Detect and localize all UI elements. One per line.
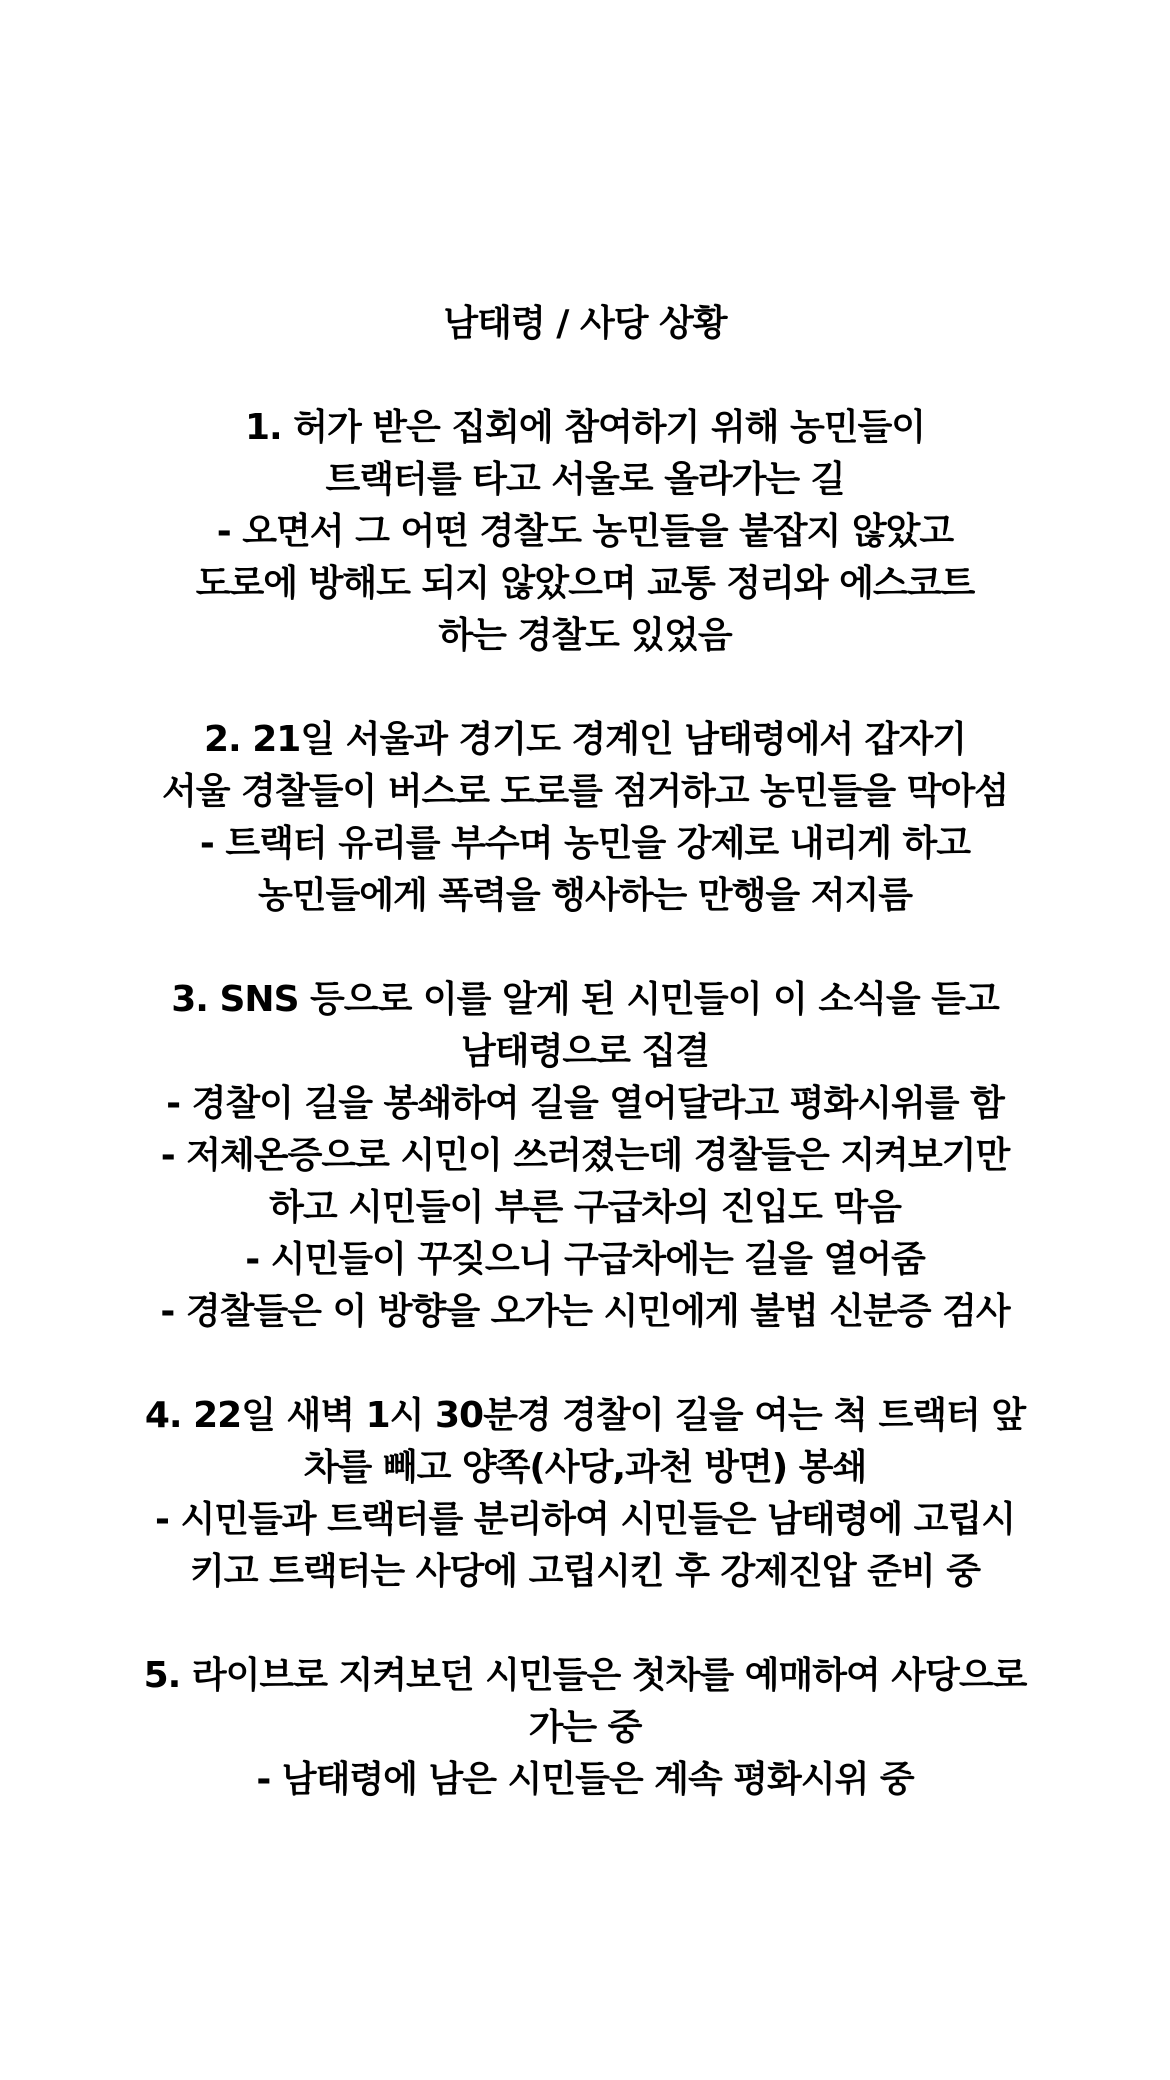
section-5: [0, 1650, 1170, 1806]
text-line: - 저체온증으로 시민이 쓰러졌는데 경찰들은 지켜보기만: [160, 1135, 1010, 1176]
text-line: 도로에 방해도 되지 않았으며 교통 정리와 에스코트: [195, 563, 975, 604]
text-line: 서울 경찰들이 버스로 도로를 점거하고 농민들을 막아섬: [161, 771, 1009, 812]
text-line: - 오면서 그 어떤 경찰도 농민들을 붙잡지 않았고: [216, 511, 954, 552]
text-line: 차를 빼고 양쪽(사당,과천 방면) 봉쇄: [303, 1447, 867, 1488]
text-line: 남태령으로 집결: [461, 1031, 709, 1072]
text-line: 가는 중: [528, 1707, 642, 1748]
text-line: - 남태령에 남은 시민들은 계속 평화시위 중: [256, 1759, 914, 1800]
text-line: 하는 경찰도 있었음: [438, 615, 732, 656]
text-line: 1. 허가 받은 집회에 참여하기 위해 농민들이: [244, 407, 926, 448]
story-title: 남태령 / 사당 상황: [443, 303, 727, 344]
text-line: - 시민들과 트랙터를 분리하여 시민들은 남태령에 고립시: [155, 1499, 1015, 1540]
text-line: - 트랙터 유리를 부수며 농민을 강제로 내리게 하고: [199, 823, 971, 864]
text-line: 2. 21일 서울과 경기도 경계인 남태령에서 갑자기: [204, 719, 966, 760]
story-text-block: [0, 298, 1170, 1858]
text-line: 농민들에게 폭력을 행사하는 만행을 저지름: [257, 875, 913, 916]
text-line: - 시민들이 꾸짖으니 구급차에는 길을 열어줌: [245, 1239, 925, 1280]
text-line: - 경찰들은 이 방향을 오가는 시민에게 불법 신분증 검사: [160, 1291, 1010, 1332]
section-1: [0, 402, 1170, 662]
text-line: 4. 22일 새벽 1시 30분경 경찰이 길을 여는 척 트랙터 앞: [144, 1395, 1026, 1436]
section-2: [0, 714, 1170, 922]
section-4: [0, 1390, 1170, 1598]
text-line: 하고 시민들이 부른 구급차의 진입도 막음: [269, 1187, 901, 1228]
section-3: [0, 974, 1170, 1338]
text-line: - 경찰이 길을 봉쇄하여 길을 열어달라고 평화시위를 함: [166, 1083, 1004, 1124]
text-line: 3. SNS 등으로 이를 알게 된 시민들이 이 소식을 듣고: [171, 979, 999, 1020]
text-line: 키고 트랙터는 사당에 고립시킨 후 강제진압 준비 중: [189, 1551, 981, 1592]
text-line: 5. 라이브로 지켜보던 시민들은 첫차를 예매하여 사당으로: [143, 1655, 1027, 1696]
text-line: 트랙터를 타고 서울로 올라가는 길: [325, 459, 845, 500]
